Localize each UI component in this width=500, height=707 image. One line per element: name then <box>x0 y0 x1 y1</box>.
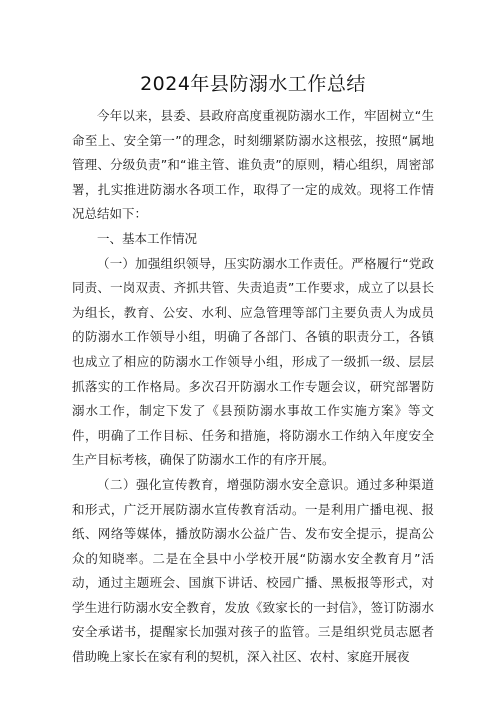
paragraph-publicity-education: （二）强化宣传教育，增强防溺水安全意识。通过多种渠道和形式，广泛开展防溺水宣传教育活动。一是利用广播电视、报纸、网络等媒体，播放防溺水公益广告、发布安全提示，提高公众的知晓率。二是在全县中小学校开展“防溺水安全教育月”活动，通过主题班会、国旗下讲话、校园广播、黑板报等形式，对学生进行防溺水安全教育，发放《致家长的一封信》，签订防溺水安全承诺书，提醒家长加强对孩子的监管。三是组织党员志愿者借助晚上家长在家有利的契机，深入社区、农村、家庭开展夜 <box>72 476 434 665</box>
intro-paragraph: 今年以来，县委、县政府高度重视防溺水工作，牢固树立“生命至上、安全第一”的理念，时刻绷紧防溺水这根弦，按照“属地管理、分级负责”和“谁主管、谁负责”的原则，精心组织，周密部署，扎实推进防溺水各项工作，取得了一定的成效。现将工作情况总结如下： <box>72 108 434 222</box>
section-heading-basic-situation: 一、基本工作情况 <box>97 230 198 246</box>
paragraph-organization-leadership: （一）加强组织领导，压实防溺水工作责任。严格履行“党政同责、一岗双责、齐抓共管、失责追责”工作要求，成立了以县长为组长，教育、公安、水利、应急管理等部门主要负责人为成员的防溺水工作领导小组，明确了各部门、各镇的职责分工，各镇也成立了相应的防溺水工作领导小组，形成了一级抓一级、层层抓落实的工作格局。多次召开防溺水工作专题会议，研究部署防溺水工作，制定下发了《县预防溺水事故工作实施方案》等文件，明确了工作目标、任务和措施，将防溺水工作纳入年度安全生产目标考核，确保了防溺水工作的有序开展。 <box>72 255 434 468</box>
document-title: 2024年县防溺水工作总结 <box>140 73 366 95</box>
